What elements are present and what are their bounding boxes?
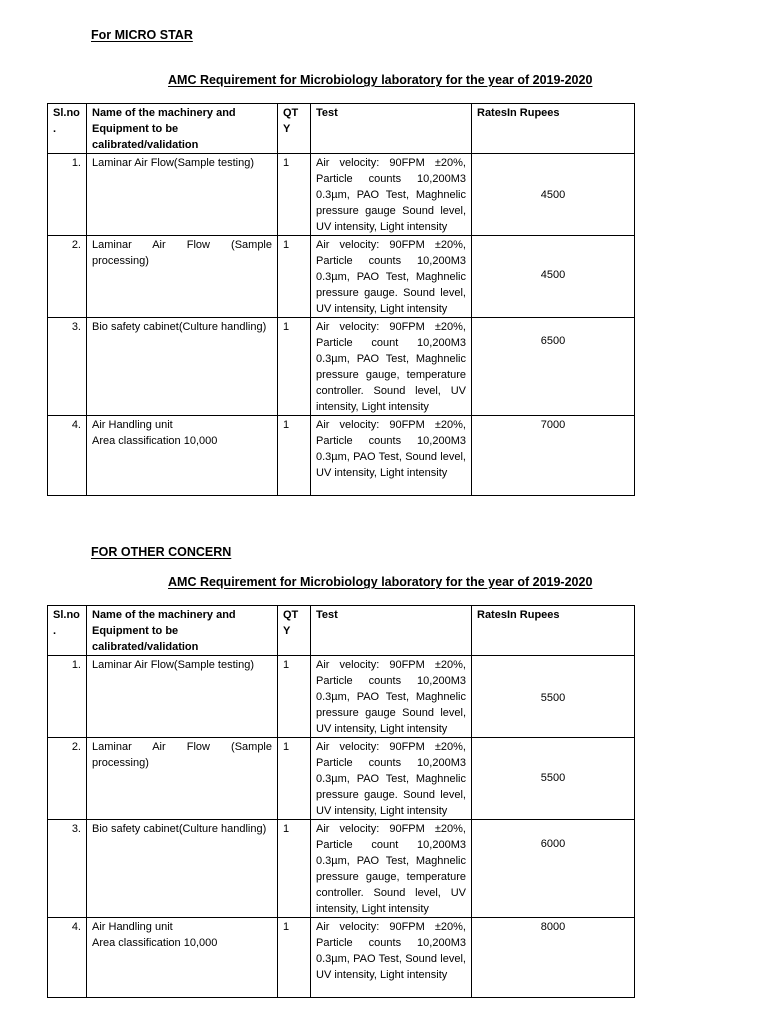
table-row [48,656,635,738]
row-slno: 4. [48,918,87,998]
row-slno: 1. [48,154,87,236]
amc-table-other-concern [47,605,635,998]
row-equipment-name: Bio safety cabinet(Culture handling) [87,820,278,918]
section-heading-micro-star: For MICRO STAR [91,28,193,42]
row-slno: 3. [48,318,87,416]
row-test: Air velocity: 90FPM ±20%, Particle count 10,200M3 0.3µm, PAO Test, Maghnelic pressure gauge, temperature controller. Sound level, UV intensity, Light intensity [311,820,472,918]
row-qty: 1 [278,154,311,236]
row-test: Air velocity: 90FPM ±20%, Particle counts 10,200M3 0.3µm, PAO Test, Maghnelic pressure gauge Sound level, UV intensity, Light intensity [311,656,472,738]
row-equipment-name: Bio safety cabinet(Culture handling) [87,318,278,416]
section-title: AMC Requirement for Microbiology laboratory for the year of 2019-2020 [168,73,593,87]
header-qty: QT Y [278,606,311,656]
row-qty: 1 [278,318,311,416]
section-title: AMC Requirement for Microbiology laboratory for the year of 2019-2020 [168,575,593,589]
row-slno: 4. [48,416,87,496]
row-rate: 4500 [472,154,635,236]
table-row [48,318,635,416]
row-qty: 1 [278,918,311,998]
row-equipment-name: Laminar Air Flow(Sample testing) [87,656,278,738]
row-equipment-name: Laminar Air Flow(Sample testing) [87,154,278,236]
header-test: Test [311,606,472,656]
table-row [48,918,635,998]
table-row [48,236,635,318]
row-equipment-name: Laminar Air Flow (Sample processing) [87,738,278,820]
row-test: Air velocity: 90FPM ±20%, Particle counts 10,200M3 0.3µm, PAO Test, Sound level, UV intensity, Light intensity [311,918,472,998]
row-rate: 6500 [472,318,635,416]
row-qty: 1 [278,236,311,318]
section-heading-other-concern: FOR OTHER CONCERN [91,545,232,559]
row-rate: 4500 [472,236,635,318]
header-slno: Sl.no . [48,606,87,656]
row-rate: 7000 [472,416,635,496]
row-equipment-name: Air Handling unit Area classification 10,000 [87,416,278,496]
table-row [48,820,635,918]
row-slno: 2. [48,738,87,820]
row-slno: 3. [48,820,87,918]
row-slno: 2. [48,236,87,318]
table-header-row [48,606,635,656]
row-test: Air velocity: 90FPM ±20%, Particle counts 10,200M3 0.3µm, PAO Test, Maghnelic pressure gauge Sound level, UV intensity, Light intensity [311,154,472,236]
amc-table-micro-star [47,103,635,496]
row-test: Air velocity: 90FPM ±20%, Particle counts 10,200M3 0.3µm, PAO Test, Sound level, UV intensity, Light intensity [311,416,472,496]
header-rate: RatesIn Rupees [472,606,635,656]
row-qty: 1 [278,738,311,820]
row-qty: 1 [278,820,311,918]
row-test: Air velocity: 90FPM ±20%, Particle count 10,200M3 0.3µm, PAO Test, Maghnelic pressure gauge, temperature controller. Sound level, UV intensity, Light intensity [311,318,472,416]
header-qty: QT Y [278,104,311,154]
row-qty: 1 [278,656,311,738]
row-equipment-name: Laminar Air Flow (Sample processing) [87,236,278,318]
row-rate: 5500 [472,738,635,820]
header-test: Test [311,104,472,154]
row-rate: 6000 [472,820,635,918]
table-row [48,154,635,236]
row-rate: 5500 [472,656,635,738]
row-test: Air velocity: 90FPM ±20%, Particle counts 10,200M3 0.3µm, PAO Test, Maghnelic pressure gauge. Sound level, UV intensity, Light intensity [311,236,472,318]
row-rate: 8000 [472,918,635,998]
row-test: Air velocity: 90FPM ±20%, Particle counts 10,200M3 0.3µm, PAO Test, Maghnelic pressure gauge. Sound level, UV intensity, Light intensity [311,738,472,820]
table-row [48,416,635,496]
header-name: Name of the machinery and Equipment to be calibrated/validation [87,606,278,656]
header-rate: RatesIn Rupees [472,104,635,154]
row-slno: 1. [48,656,87,738]
table-header-row [48,104,635,154]
table-row [48,738,635,820]
header-slno: Sl.no . [48,104,87,154]
row-qty: 1 [278,416,311,496]
header-name: Name of the machinery and Equipment to be calibrated/validation [87,104,278,154]
row-equipment-name: Air Handling unit Area classification 10,000 [87,918,278,998]
